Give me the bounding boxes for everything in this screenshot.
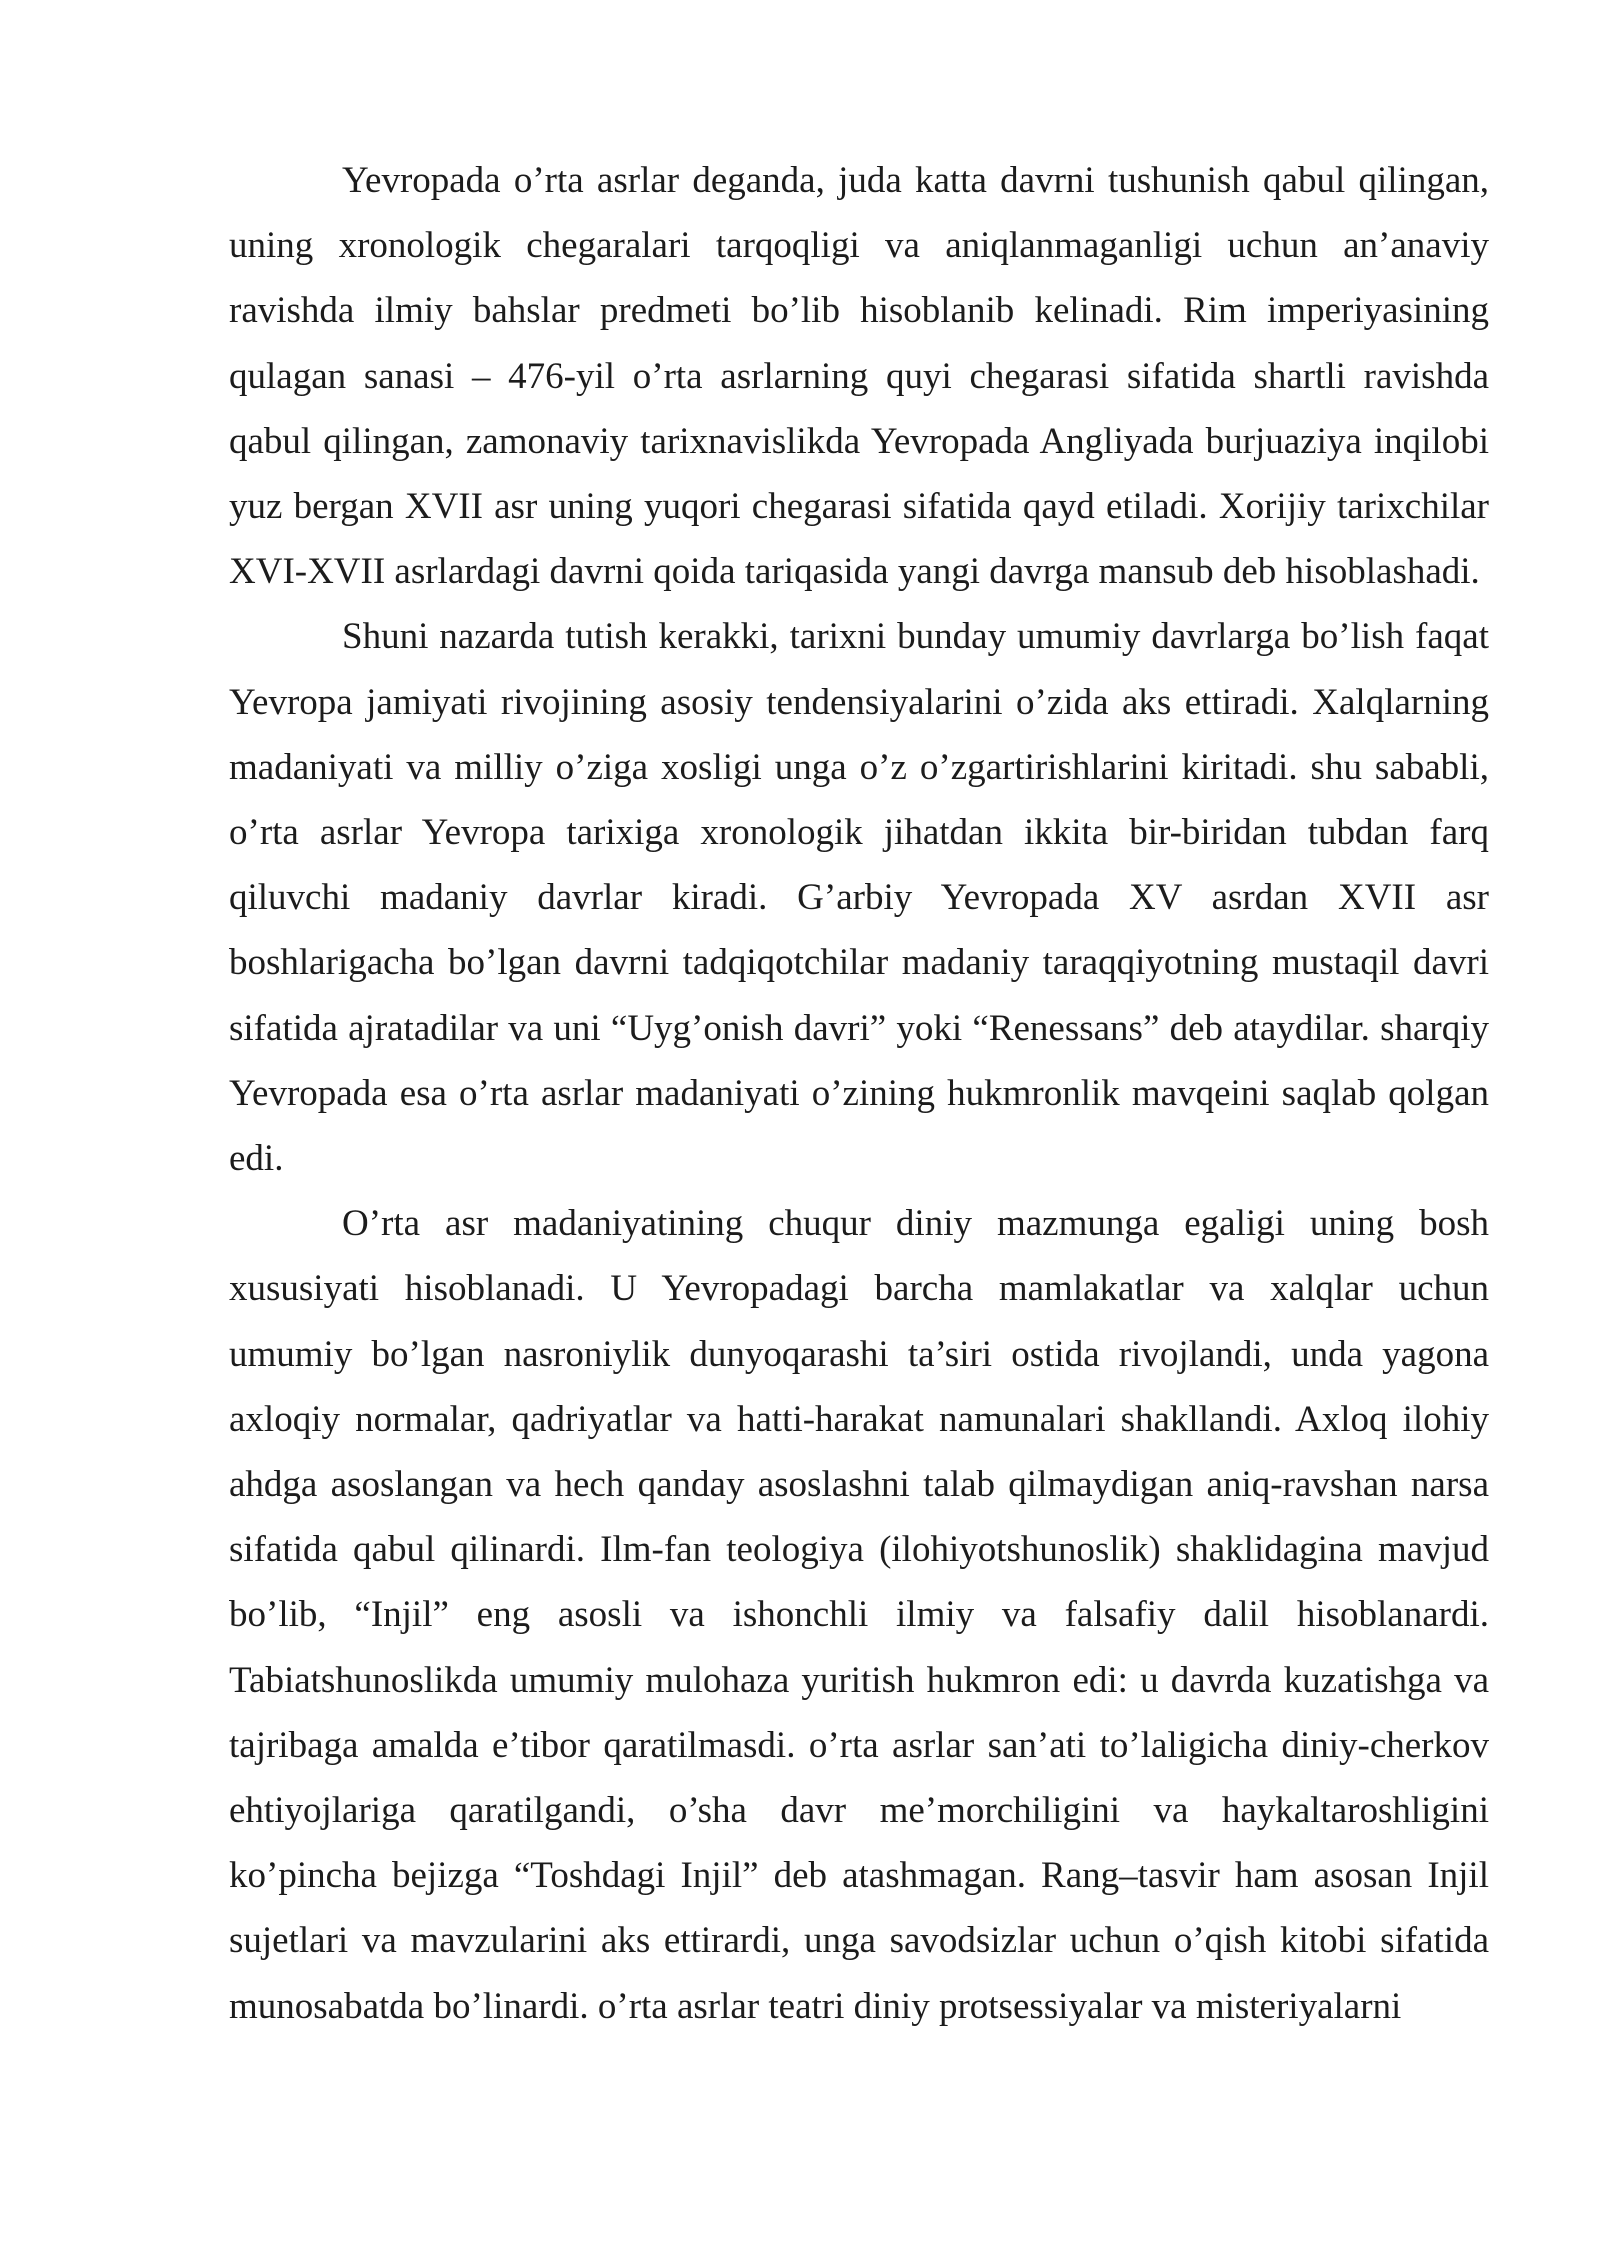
paragraph-2: Shuni nazarda tutish kerakki, tarixni bunday umumiy davrlarga bo’lish faqat Yevropa jamiyati rivojining asosiy tendensiyalarini o’zida aks ettiradi. Xalqlarning madaniyati va milliy o’ziga xosligi unga o’z o’zgartirishlarini kiritadi. shu sababli, o’rta asrlar Yevropa tarixiga xronologik jihatdan ikkita bir-biridan tubdan farq qiluvchi madaniy davrlar kiradi. G’arbiy Yevropada XV asrdan XVII asr boshlarigacha bo’lgan davrni tadqiqotchilar madaniy taraqqiyotning mustaqil davri sifatida ajratadilar va uni “Uyg’onish davri” yoki “Renessans” deb ataydilar. sharqiy Yevropada esa o’rta asrlar madaniyati o’zining hukmronlik mavqeini saqlab qolgan edi. [229, 616, 1489, 1180]
document-body [229, 148, 1489, 2039]
paragraph-3: O’rta asr madaniyatining chuqur diniy mazmunga egaligi uning bosh xususiyati hisoblanadi. U Yevropadagi barcha mamlakatlar va xalqlar uchun umumiy bo’lgan nasroniylik dunyoqarashi ta’siri ostida rivojlandi, unda yagona axloqiy normalar, qadriyatlar va hatti-harakat namunalari shakllandi. Axloq ilohiy ahdga asoslangan va hech qanday asoslashni talab qilmaydigan aniq-ravshan narsa sifatida qabul qilinardi. Ilm-fan teologiya (ilohiyotshunoslik) shaklidagina mavjud bo’lib, “Injil” eng asosli va ishonchli ilmiy va falsafiy dalil hisoblanardi. Tabiatshunoslikda umumiy mulohaza yuritish hukmron edi: u davrda kuzatishga va tajribaga amalda e’tibor qaratilmasdi. o’rta asrlar san’ati to’laligicha diniy-cherkov ehtiyojlariga qaratilgandi, o’sha davr me’morchiligini va haykaltaroshligini ko’pincha bejizga “Toshdagi Injil” deb atashmagan. Rang–tasvir ham asosan Injil sujetlari va mavzularini aks ettirardi, unga savodsizlar uchun o’qish kitobi sifatida munosabatda bo’linardi. o’rta asrlar teatri diniy protsessiyalar va misteriyalarni [229, 1203, 1489, 2027]
paragraph-1: Yevropada o’rta asrlar deganda, juda katta davrni tushunish qabul qilingan, uning xronologik chegaralari tarqoqligi va aniqlanmaganligi uchun an’anaviy ravishda ilmiy bahslar predmeti bo’lib hisoblanib kelinadi. Rim imperiyasining qulagan sanasi – 476-yil o’rta asrlarning quyi chegarasi sifatida shartli ravishda qabul qilingan, zamonaviy tarixnavislikda Yevropada Angliyada burjuaziya inqilobi yuz bergan XVII asr uning yuqori chegarasi sifatida qayd etiladi. Xorijiy tarixchilar XVI-XVII asrlardagi davrni qoida tariqasida yangi davrga mansub deb hisoblashadi. [229, 160, 1489, 593]
